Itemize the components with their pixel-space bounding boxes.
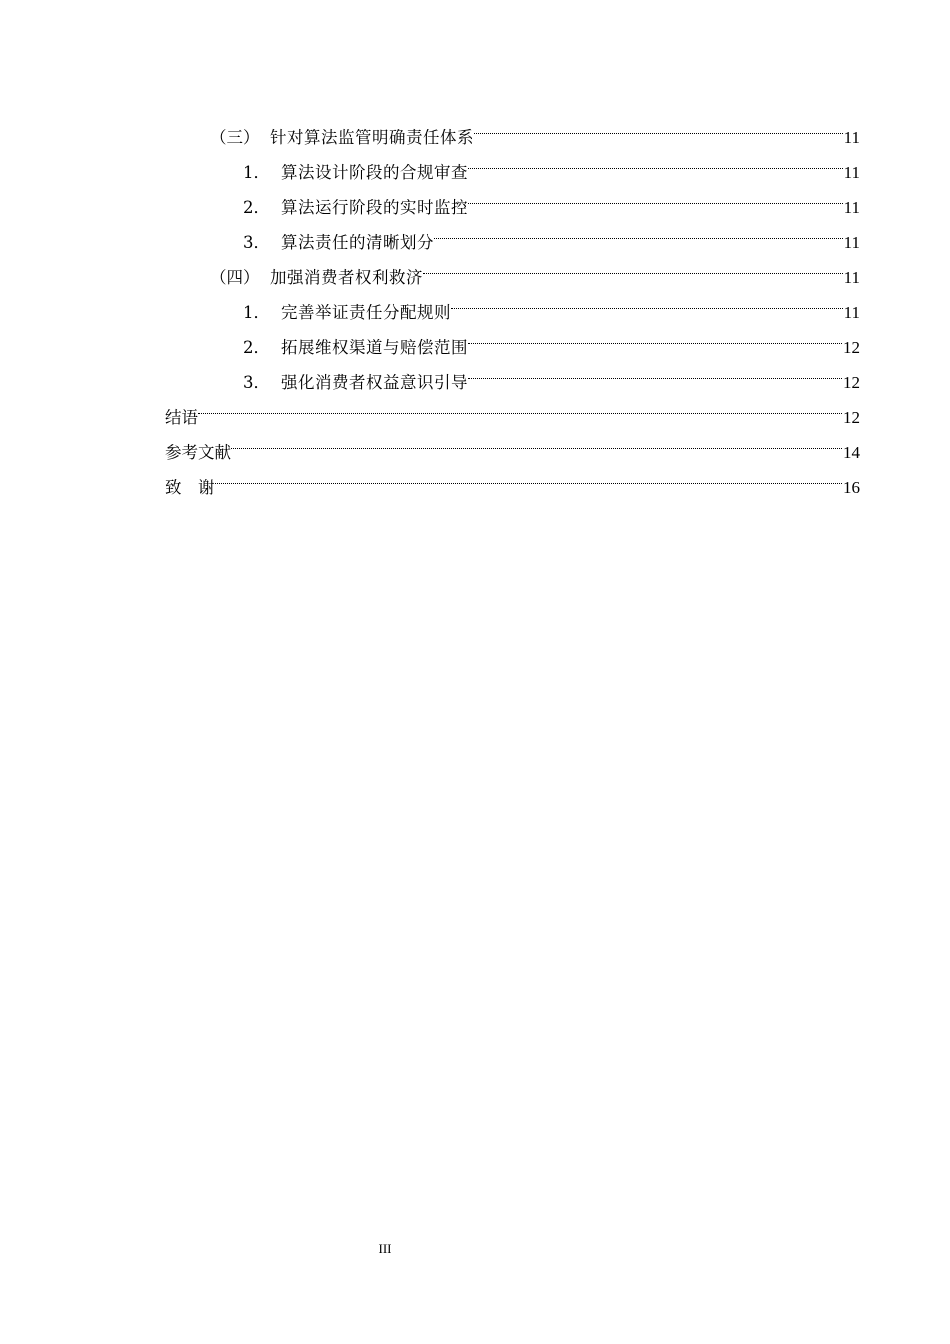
dot-leader bbox=[468, 178, 843, 213]
dot-leader bbox=[474, 108, 843, 143]
toc-entry-page: 11 bbox=[843, 198, 860, 217]
toc-entry-page: 11 bbox=[843, 303, 860, 322]
toc-entry-page: 12 bbox=[843, 373, 860, 392]
toc-entry-conclusion[interactable] bbox=[165, 388, 860, 427]
toc-entry-title: 加强消费者权利救济 bbox=[270, 268, 423, 287]
toc-entry-page: 12 bbox=[843, 338, 860, 357]
dot-leader bbox=[198, 388, 842, 423]
toc-entry-number: 2． bbox=[243, 338, 270, 357]
toc-entry-page: 12 bbox=[843, 408, 860, 427]
toc-entry-number: （三） bbox=[210, 128, 260, 147]
toc-entry-acknowledgements[interactable] bbox=[165, 458, 860, 497]
dot-leader bbox=[215, 458, 843, 493]
toc-entry-page: 14 bbox=[843, 443, 860, 462]
dot-leader bbox=[423, 248, 843, 283]
toc-entry-title: 算法运行阶段的实时监控 bbox=[281, 198, 468, 217]
toc-entry-title: 完善举证责任分配规则 bbox=[281, 303, 451, 322]
toc-entry-page: 11 bbox=[843, 128, 860, 147]
toc-entry-title: 强化消费者权益意识引导 bbox=[281, 373, 468, 392]
dot-leader bbox=[434, 213, 843, 248]
toc-entry-title: 致 谢 bbox=[165, 478, 215, 497]
dot-leader bbox=[468, 143, 843, 178]
dot-leader bbox=[231, 423, 842, 458]
toc-entry-page: 11 bbox=[843, 233, 860, 252]
toc-entry-page: 11 bbox=[843, 268, 860, 287]
toc-entry[interactable] bbox=[165, 108, 860, 147]
toc-entry-references[interactable] bbox=[165, 423, 860, 462]
toc-entry-title: 拓展维权渠道与赔偿范围 bbox=[281, 338, 468, 357]
toc-entry-number: 1． bbox=[243, 163, 270, 182]
toc-entry-number: 3． bbox=[243, 373, 270, 392]
dot-leader bbox=[468, 318, 842, 353]
table-of-contents bbox=[165, 108, 860, 497]
toc-entry-number: 1． bbox=[243, 303, 270, 322]
toc-entry-title: 算法设计阶段的合规审查 bbox=[281, 163, 468, 182]
toc-entry-number: （四） bbox=[210, 268, 260, 287]
toc-entry-page: 11 bbox=[843, 163, 860, 182]
toc-entry-title: 参考文献 bbox=[165, 443, 231, 462]
toc-entry-page: 16 bbox=[843, 478, 860, 497]
toc-entry-number: 2． bbox=[243, 198, 270, 217]
toc-entry-number: 3． bbox=[243, 233, 270, 252]
dot-leader bbox=[468, 353, 842, 388]
page-number-footer: III bbox=[378, 1241, 392, 1256]
dot-leader bbox=[451, 283, 843, 318]
toc-entry-title: 结语 bbox=[165, 408, 198, 427]
toc-entry-title: 针对算法监管明确责任体系 bbox=[270, 128, 474, 147]
toc-entry-title: 算法责任的清晰划分 bbox=[281, 233, 434, 252]
